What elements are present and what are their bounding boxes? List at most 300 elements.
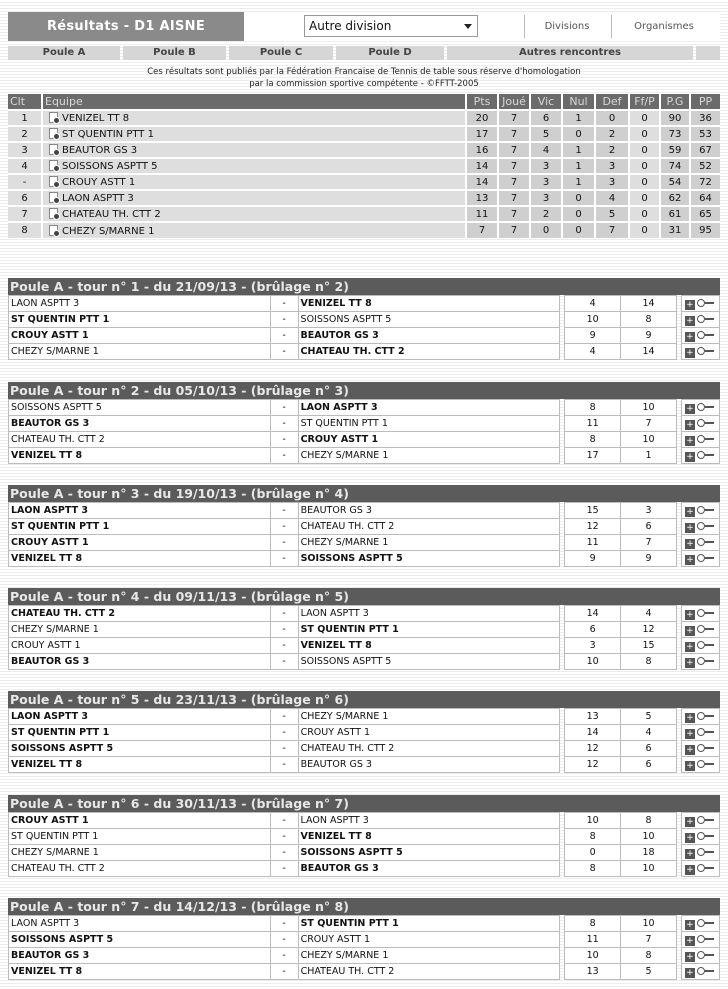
home-team: CHATEAU TH. CTT 2 — [9, 606, 271, 622]
home-team: CHATEAU TH. CTT 2 — [9, 861, 271, 877]
division-select-value: Autre division — [309, 19, 392, 33]
home-team: BEAUTOR GS 3 — [9, 416, 271, 432]
match-actions — [681, 416, 719, 432]
match-row — [9, 503, 720, 519]
stat-cell: 52 — [690, 158, 720, 174]
stat-cell: 3 — [530, 158, 562, 174]
away-score: 6 — [621, 741, 677, 757]
away-score: 18 — [621, 845, 677, 861]
plus-icon[interactable]: + — [686, 951, 694, 962]
away-team: ST QUENTIN PTT 1 — [298, 416, 560, 432]
key-icon[interactable] — [697, 657, 714, 665]
tab-poule-a[interactable]: Poule A — [8, 46, 120, 60]
away-score: 14 — [621, 296, 677, 312]
col-header: Def — [595, 94, 629, 110]
stat-cell: 7 — [498, 222, 530, 238]
plus-icon[interactable]: + — [686, 538, 694, 549]
away-score: 3 — [621, 503, 677, 519]
away-score: 15 — [621, 638, 677, 654]
standings-row — [8, 174, 720, 190]
stat-cell: 62 — [660, 190, 690, 206]
stat-cell: 0 — [629, 110, 660, 126]
team-cell[interactable] — [42, 110, 466, 126]
divider — [524, 15, 525, 38]
away-team: ST QUENTIN PTT 1 — [298, 916, 560, 932]
stat-cell: 59 — [660, 142, 690, 158]
home-score: 4 — [565, 344, 621, 360]
stat-cell: 1 — [562, 158, 595, 174]
stat-cell: 65 — [690, 206, 720, 222]
stat-cell: 7 — [498, 206, 530, 222]
plus-icon[interactable]: + — [686, 522, 694, 533]
home-score: 11 — [565, 932, 621, 948]
match-row — [9, 622, 720, 638]
key-icon[interactable] — [697, 538, 714, 546]
plus-icon[interactable]: + — [686, 848, 694, 859]
rank-cell: 3 — [8, 142, 42, 158]
key-icon[interactable] — [697, 967, 714, 975]
home-score: 14 — [565, 725, 621, 741]
plus-icon[interactable]: + — [686, 554, 694, 565]
match-actions — [681, 622, 719, 638]
match-actions — [681, 638, 719, 654]
separator-dash: - — [270, 328, 298, 344]
away-team: CHEZY S/MARNE 1 — [298, 709, 560, 725]
match-row — [9, 551, 720, 567]
match-actions — [681, 741, 719, 757]
poule-tabs — [8, 46, 720, 60]
standings-row — [8, 158, 720, 174]
home-score: 11 — [565, 416, 621, 432]
home-score: 10 — [565, 948, 621, 964]
team-cell[interactable] — [42, 158, 466, 174]
stat-cell: 3 — [530, 190, 562, 206]
plus-icon[interactable]: + — [686, 832, 694, 843]
match-actions — [681, 551, 719, 567]
rank-cell: 8 — [8, 222, 42, 238]
match-actions — [681, 328, 719, 344]
key-icon[interactable] — [697, 403, 714, 411]
team-cell[interactable] — [42, 174, 466, 190]
separator-dash: - — [270, 606, 298, 622]
match-row — [9, 535, 720, 551]
chevron-down-icon — [464, 24, 472, 29]
away-team: CHATEAU TH. CTT 2 — [298, 344, 560, 360]
plus-icon[interactable]: + — [686, 728, 694, 739]
stat-cell: 14 — [466, 174, 498, 190]
away-team: VENIZEL TT 8 — [298, 296, 560, 312]
divider — [611, 15, 612, 38]
away-score: 10 — [621, 829, 677, 845]
plus-icon[interactable]: + — [686, 760, 694, 771]
round-matches-table — [8, 295, 720, 360]
plus-icon[interactable]: + — [686, 609, 694, 620]
team-sheet-icon[interactable] — [49, 176, 58, 187]
stat-cell: 1 — [562, 142, 595, 158]
match-row — [9, 845, 720, 861]
key-icon[interactable] — [697, 347, 714, 355]
match-actions — [681, 606, 719, 622]
stat-cell: 0 — [562, 190, 595, 206]
team-cell[interactable] — [42, 142, 466, 158]
stat-cell: 0 — [562, 206, 595, 222]
away-team: CHEZY S/MARNE 1 — [298, 535, 560, 551]
match-actions — [681, 312, 719, 328]
away-team: CROUY ASTT 1 — [298, 725, 560, 741]
match-actions — [681, 813, 719, 829]
division-select[interactable] — [304, 15, 478, 37]
round-title: Poule A - tour n° 2 - du 05/10/13 - (brûlage n° 3) — [8, 382, 720, 399]
divisions-link[interactable]: Divisions — [544, 21, 590, 32]
stat-cell: 67 — [690, 142, 720, 158]
home-score: 8 — [565, 829, 621, 845]
home-team: CROUY ASTT 1 — [9, 813, 271, 829]
separator-dash: - — [270, 725, 298, 741]
round-block — [8, 795, 720, 877]
key-icon[interactable] — [697, 935, 714, 943]
away-score: 1 — [621, 448, 677, 464]
tab-poule-d[interactable]: Poule D — [336, 46, 444, 60]
stat-cell: 0 — [629, 126, 660, 142]
match-row — [9, 638, 720, 654]
homologation-notice — [0, 66, 728, 90]
stat-cell: 54 — [660, 174, 690, 190]
match-row — [9, 654, 720, 670]
plus-icon[interactable]: + — [686, 625, 694, 636]
home-team: ST QUENTIN PTT 1 — [9, 725, 271, 741]
home-team: CROUY ASTT 1 — [9, 638, 271, 654]
rank-cell: 2 — [8, 126, 42, 142]
plus-icon[interactable]: + — [686, 331, 694, 342]
separator-dash: - — [270, 416, 298, 432]
home-score: 10 — [565, 813, 621, 829]
match-actions — [681, 448, 719, 464]
plus-icon[interactable]: + — [686, 864, 694, 875]
key-icon[interactable] — [697, 625, 714, 633]
round-block — [8, 382, 720, 464]
away-score: 7 — [621, 416, 677, 432]
team-sheet-icon[interactable] — [49, 208, 58, 219]
away-team: CHEZY S/MARNE 1 — [298, 948, 560, 964]
home-score: 4 — [565, 296, 621, 312]
round-title: Poule A - tour n° 1 - du 21/09/13 - (brûlage n° 2) — [8, 278, 720, 295]
key-icon[interactable] — [697, 744, 714, 752]
match-actions — [681, 344, 719, 360]
key-icon[interactable] — [697, 609, 714, 617]
col-header: Pts — [466, 94, 498, 110]
away-score: 8 — [621, 312, 677, 328]
home-team: CHATEAU TH. CTT 2 — [9, 432, 271, 448]
separator-dash: - — [270, 813, 298, 829]
key-icon[interactable] — [697, 451, 714, 459]
team-name: CHEZY S/MARNE 1 — [62, 225, 155, 237]
separator-dash: - — [270, 741, 298, 757]
round-block — [8, 278, 720, 360]
plus-icon[interactable]: + — [686, 816, 694, 827]
organismes-link[interactable]: Organismes — [634, 21, 694, 32]
home-team: CHEZY S/MARNE 1 — [9, 344, 271, 360]
match-actions — [681, 948, 719, 964]
rank-cell: - — [8, 174, 42, 190]
match-actions — [681, 932, 719, 948]
match-row — [9, 416, 720, 432]
stat-cell: 7 — [498, 190, 530, 206]
team-sheet-icon[interactable] — [49, 160, 58, 171]
stat-cell: 73 — [660, 126, 690, 142]
stat-cell: 0 — [629, 190, 660, 206]
away-score: 9 — [621, 328, 677, 344]
plus-icon[interactable]: + — [686, 435, 694, 446]
stat-cell: 3 — [595, 174, 629, 190]
stat-cell: 1 — [562, 110, 595, 126]
team-name: VENIZEL TT 8 — [62, 113, 130, 124]
away-team: CHATEAU TH. CTT 2 — [298, 519, 560, 535]
match-actions — [681, 757, 719, 773]
away-team: SOISSONS ASPTT 5 — [298, 654, 560, 670]
stat-cell: 0 — [629, 206, 660, 222]
plus-icon[interactable]: + — [686, 641, 694, 652]
plus-icon[interactable]: + — [686, 712, 694, 723]
plus-icon[interactable]: + — [686, 967, 694, 978]
match-row — [9, 757, 720, 773]
stat-cell: 7 — [498, 158, 530, 174]
stat-cell: 7 — [498, 110, 530, 126]
match-actions — [681, 296, 719, 312]
match-actions — [681, 654, 719, 670]
match-row — [9, 861, 720, 877]
team-name: CHATEAU TH. CTT 2 — [62, 209, 161, 220]
separator-dash: - — [270, 535, 298, 551]
separator-dash: - — [270, 948, 298, 964]
round-matches-table — [8, 605, 720, 670]
key-icon[interactable] — [697, 832, 714, 840]
plus-icon[interactable]: + — [686, 919, 694, 930]
match-row — [9, 400, 720, 416]
home-score: 3 — [565, 638, 621, 654]
stat-cell: 0 — [629, 222, 660, 238]
col-header: Ff/P — [629, 94, 660, 110]
home-score: 10 — [565, 654, 621, 670]
col-header: P.G — [660, 94, 690, 110]
away-score: 8 — [621, 813, 677, 829]
match-row — [9, 741, 720, 757]
tab-poule-c[interactable]: Poule C — [229, 46, 333, 60]
plus-icon[interactable]: + — [686, 403, 694, 414]
rank-cell: 1 — [8, 110, 42, 126]
stat-cell: 0 — [595, 110, 629, 126]
col-header: Equipe — [42, 94, 466, 110]
away-score: 7 — [621, 535, 677, 551]
team-cell[interactable] — [42, 222, 466, 238]
stat-cell: 31 — [660, 222, 690, 238]
home-score: 9 — [565, 328, 621, 344]
team-name: LAON ASPTT 3 — [62, 193, 134, 204]
key-icon[interactable] — [697, 554, 714, 562]
home-team: LAON ASPTT 3 — [9, 709, 271, 725]
away-team: CROUY ASTT 1 — [298, 432, 560, 448]
away-team: LAON ASPTT 3 — [298, 606, 560, 622]
key-icon[interactable] — [697, 848, 714, 856]
home-score: 0 — [565, 845, 621, 861]
away-team: BEAUTOR GS 3 — [298, 757, 560, 773]
rank-cell: 4 — [8, 158, 42, 174]
separator-dash: - — [270, 519, 298, 535]
team-sheet-icon[interactable] — [49, 225, 58, 236]
home-score: 6 — [565, 622, 621, 638]
separator-dash: - — [270, 503, 298, 519]
team-name: BEAUTOR GS 3 — [62, 145, 138, 156]
team-cell[interactable] — [42, 190, 466, 206]
away-score: 9 — [621, 551, 677, 567]
stat-cell: 5 — [530, 126, 562, 142]
team-name: CROUY ASTT 1 — [62, 177, 136, 188]
away-team: SOISSONS ASPTT 5 — [298, 551, 560, 567]
key-icon[interactable] — [697, 816, 714, 824]
key-icon[interactable] — [697, 419, 714, 427]
round-title: Poule A - tour n° 5 - du 23/11/13 - (brûlage n° 6) — [8, 691, 720, 708]
standings-row — [8, 126, 720, 142]
key-icon[interactable] — [697, 864, 714, 872]
rank-cell: 6 — [8, 190, 42, 206]
stat-cell: 7 — [498, 174, 530, 190]
page-title: Résultats - D1 AISNE — [8, 12, 244, 41]
round-block — [8, 588, 720, 670]
stat-cell: 4 — [595, 190, 629, 206]
plus-icon[interactable]: + — [686, 744, 694, 755]
separator-dash: - — [270, 709, 298, 725]
match-row — [9, 606, 720, 622]
team-sheet-icon[interactable] — [49, 192, 58, 203]
match-actions — [681, 432, 719, 448]
away-team: CHEZY S/MARNE 1 — [298, 448, 560, 464]
key-icon[interactable] — [697, 315, 714, 323]
stat-cell: 4 — [530, 142, 562, 158]
plus-icon[interactable]: + — [686, 657, 694, 668]
home-team: VENIZEL TT 8 — [9, 448, 271, 464]
separator-dash: - — [270, 932, 298, 948]
col-header: Joué — [498, 94, 530, 110]
home-score: 15 — [565, 503, 621, 519]
match-row — [9, 448, 720, 464]
match-row — [9, 916, 720, 932]
key-icon[interactable] — [697, 435, 714, 443]
key-icon[interactable] — [697, 760, 714, 768]
plus-icon[interactable]: + — [686, 315, 694, 326]
team-sheet-icon[interactable] — [49, 128, 58, 139]
plus-icon[interactable]: + — [686, 347, 694, 358]
round-title: Poule A - tour n° 4 - du 09/11/13 - (brûlage n° 5) — [8, 588, 720, 605]
stat-cell: 90 — [660, 110, 690, 126]
stat-cell: 2 — [595, 142, 629, 158]
away-score: 5 — [621, 964, 677, 980]
key-icon[interactable] — [697, 728, 714, 736]
key-icon[interactable] — [697, 951, 714, 959]
standings-row — [8, 190, 720, 206]
stat-cell: 0 — [629, 142, 660, 158]
stat-cell: 7 — [498, 126, 530, 142]
home-team: LAON ASPTT 3 — [9, 296, 271, 312]
notice-line: Ces résultats sont publiés par la Fédération Francaise de Tennis de table sous réserve d'homologation — [147, 67, 581, 77]
match-row — [9, 519, 720, 535]
team-cell[interactable] — [42, 126, 466, 142]
key-icon[interactable] — [697, 919, 714, 927]
away-team: SOISSONS ASPTT 5 — [298, 845, 560, 861]
plus-icon[interactable]: + — [686, 419, 694, 430]
key-icon[interactable] — [697, 522, 714, 530]
home-team: LAON ASPTT 3 — [9, 916, 271, 932]
away-team: CHATEAU TH. CTT 2 — [298, 741, 560, 757]
separator-dash: - — [270, 861, 298, 877]
match-actions — [681, 519, 719, 535]
home-team: ST QUENTIN PTT 1 — [9, 312, 271, 328]
tab-poule-b[interactable]: Poule B — [123, 46, 226, 60]
separator-dash: - — [270, 964, 298, 980]
round-matches-table — [8, 399, 720, 464]
away-score: 14 — [621, 344, 677, 360]
home-score: 17 — [565, 448, 621, 464]
home-score: 8 — [565, 861, 621, 877]
stat-cell: 72 — [690, 174, 720, 190]
away-team: VENIZEL TT 8 — [298, 638, 560, 654]
notice-line: par la commission sportive compétente - ©FFTT-2005 — [249, 79, 479, 89]
home-score: 12 — [565, 519, 621, 535]
team-sheet-icon[interactable] — [49, 144, 58, 155]
plus-icon[interactable]: + — [686, 935, 694, 946]
round-matches-table — [8, 502, 720, 567]
match-row — [9, 948, 720, 964]
plus-icon[interactable]: + — [686, 506, 694, 517]
home-team: SOISSONS ASPTT 5 — [9, 932, 271, 948]
key-icon[interactable] — [697, 299, 714, 307]
stat-cell: 95 — [690, 222, 720, 238]
key-icon[interactable] — [697, 641, 714, 649]
round-block — [8, 898, 720, 980]
team-cell[interactable] — [42, 206, 466, 222]
home-score: 13 — [565, 709, 621, 725]
home-score: 11 — [565, 535, 621, 551]
stat-cell: 5 — [595, 206, 629, 222]
home-score: 13 — [565, 964, 621, 980]
tab-autres-rencontres[interactable]: Autres rencontres — [447, 46, 693, 60]
stat-cell: 17 — [466, 126, 498, 142]
key-icon[interactable] — [697, 331, 714, 339]
key-icon[interactable] — [697, 506, 714, 514]
stat-cell: 6 — [530, 110, 562, 126]
plus-icon[interactable]: + — [686, 299, 694, 310]
round-block — [8, 485, 720, 567]
col-header: Nul — [562, 94, 595, 110]
key-icon[interactable] — [697, 712, 714, 720]
standings-row — [8, 142, 720, 158]
stat-cell: 0 — [629, 158, 660, 174]
home-score: 8 — [565, 432, 621, 448]
home-team: ST QUENTIN PTT 1 — [9, 519, 271, 535]
match-actions — [681, 916, 719, 932]
team-sheet-icon[interactable] — [49, 112, 58, 123]
separator-dash: - — [270, 296, 298, 312]
home-team: VENIZEL TT 8 — [9, 551, 271, 567]
home-score: 9 — [565, 551, 621, 567]
stat-cell: 36 — [690, 110, 720, 126]
away-team: VENIZEL TT 8 — [298, 829, 560, 845]
home-score: 10 — [565, 312, 621, 328]
match-row — [9, 725, 720, 741]
match-row — [9, 932, 720, 948]
plus-icon[interactable]: + — [686, 451, 694, 462]
home-team: BEAUTOR GS 3 — [9, 948, 271, 964]
match-row — [9, 829, 720, 845]
stat-cell: 14 — [466, 158, 498, 174]
